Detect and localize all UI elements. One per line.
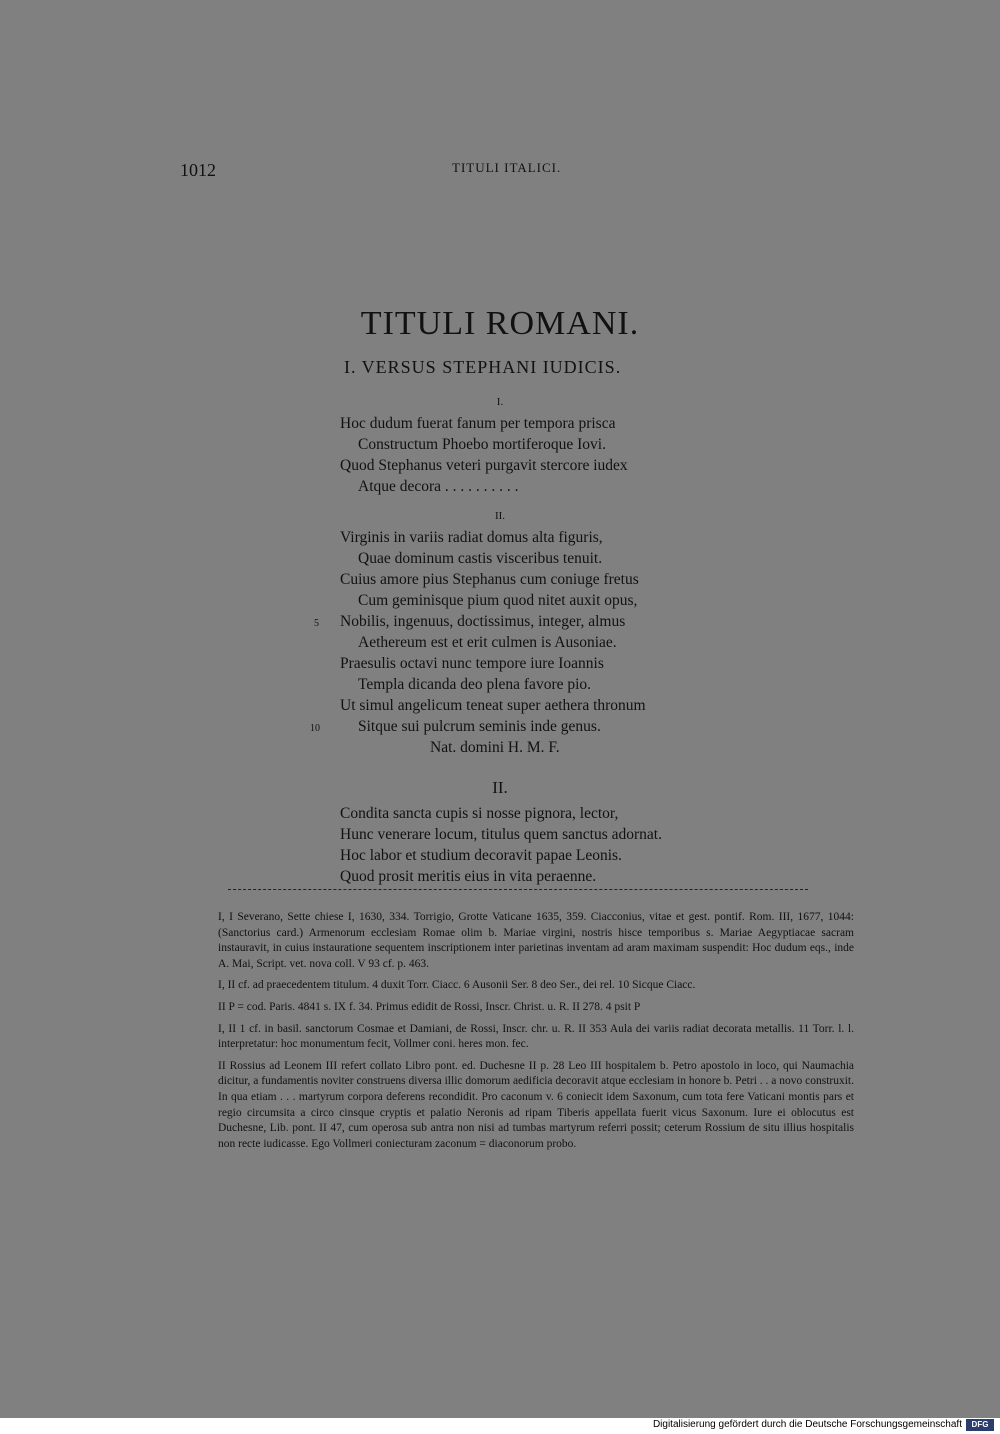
page-number: 1012: [180, 160, 216, 180]
poem-number-2: II.: [494, 510, 506, 522]
verse-line: Praesulis octavi nunc tempore iure Ioannis: [340, 655, 604, 672]
funding-notice: Digitalisierung gefördert durch die Deutsche Forschungsgemeinschaft: [652, 1419, 962, 1430]
footnote: I, II cf. ad praecedentem titulum. 4 duxit Torr. Ciacc. 6 Ausonii Ser. 8 deo Ser., dei rel. 10 Sicque Ciacc.: [218, 979, 696, 992]
verse-line: Nat. domini H. M. F.: [430, 739, 560, 756]
poem-c: [340, 803, 662, 887]
poem-number-1: I.: [496, 396, 504, 408]
verse-line: Quae dominum castis visceribus tenuit.: [358, 550, 603, 567]
verse-line: Hoc labor et studium decoravit papae Leonis.: [340, 847, 622, 864]
footnote: I, I Severano, Sette chiese I, 1630, 334. Torrigio, Grotte Vaticane 1635, 359. Ciacconius, vitae et gest. pontif. Rom. III, 1677, 1044: (Sanctorius card.) Armenorum ecclesiam Romae olim b. Mariae virgini, nostris hisce temporibus s. Mariae Aegyptiacae sacram instauravit, in cuius instauratione sequentem inscriptionem inter parietinas inventam ad aram maximam suspendit: Hoc dudum eqs., inde A. Mai, Script. vet. nova coll. V 93 cf. p. 463.: [218, 911, 854, 970]
verse-line: Atque decora . . . . . . . . . .: [358, 478, 519, 495]
verse-line: Templa dicanda deo plena favore pio.: [358, 676, 592, 693]
verse-line: Sitque sui pulcrum seminis inde genus.: [358, 718, 601, 735]
section-number: II.: [492, 778, 508, 797]
poem-b: [340, 527, 646, 758]
verse-line: Quod prosit meritis eius in vita peraenne.: [340, 868, 597, 885]
notes-divider: [228, 889, 808, 890]
footnote: II P = cod. Paris. 4841 s. IX f. 34. Primus edidit de Rossi, Inscr. Christ. u. R. II 278. 4 psit P: [218, 1000, 641, 1013]
verse-line: Constructum Phoebo mortiferoque Iovi.: [358, 436, 606, 453]
verse-line: Virginis in variis radiat domus alta figuris,: [340, 529, 603, 546]
section-heading: I. VERSUS STEPHANI IUDICIS.: [344, 357, 622, 377]
line-number: 5: [314, 618, 319, 629]
verse-line: Cum geminisque pium quod nitet auxit opus,: [358, 592, 638, 609]
dfg-logo-icon[interactable]: DFG: [966, 1419, 994, 1431]
running-head: TITULI ITALICI.: [452, 160, 562, 175]
footnote: II Rossius ad Leonem III refert collato Libro pont. ed. Duchesne II p. 28 Leo III hospitalem b. Petro apostolo in loco, qui Naumachia dicitur, a fundamentis noviter construens diversa illic domorum aedificia decoravit atque ecclesiam in honore b. Petri . . a novo construxit. In qua etiam . . . martyrum corpora deferens recondidit. Pro caconum v. 6 coniecit idem Saxonum, cum tota fere Vaticani montis pars et regio circumsita a circo cinsque cryptis et palatio Neronis ad ripam Tiberis appellata fuerit vicus Saxonum. Iure ei oblocutus est Duchesne, Lib. pont. II 47, cum operosa sub antra non nisi ad tumbas martyrum referri possit; ceterum Rossium de situ illius hospitalis non recte iudicasse. Ego Vollmeri coniecturam zaconum = diaconorum probo.: [218, 1059, 855, 1150]
line-number: 10: [310, 723, 320, 734]
verse-line: Cuius amore pius Stephanus cum coniuge fretus: [340, 571, 639, 588]
verse-line: Quod Stephanus veteri purgavit stercore iudex: [340, 457, 628, 474]
footnotes: [218, 910, 854, 1158]
verse-line: Aethereum est et erit culmen is Ausoniae.: [358, 634, 617, 651]
verse-line: Nobilis, ingenuus, doctissimus, integer, almus: [340, 613, 626, 630]
verse-line: Condita sancta cupis si nosse pignora, lector,: [340, 805, 619, 822]
page-title: TITULI ROMANI.: [360, 305, 640, 342]
poem-a: [340, 413, 628, 497]
verse-line: Hunc venerare locum, titulus quem sanctus adornat.: [340, 826, 662, 843]
verse-line: Ut simul angelicum teneat super aethera thronum: [340, 697, 646, 714]
verse-line: Hoc dudum fuerat fanum per tempora prisca: [340, 415, 616, 432]
footnote: I, II 1 cf. in basil. sanctorum Cosmae et Damiani, de Rossi, Inscr. chr. u. R. II 353 Aula dei variis radiat decorata metallis. 11 Torr. l. l. interpretatur: hoc monumentum fecit, Vollmer coni. heres mon. fec.: [218, 1022, 854, 1051]
